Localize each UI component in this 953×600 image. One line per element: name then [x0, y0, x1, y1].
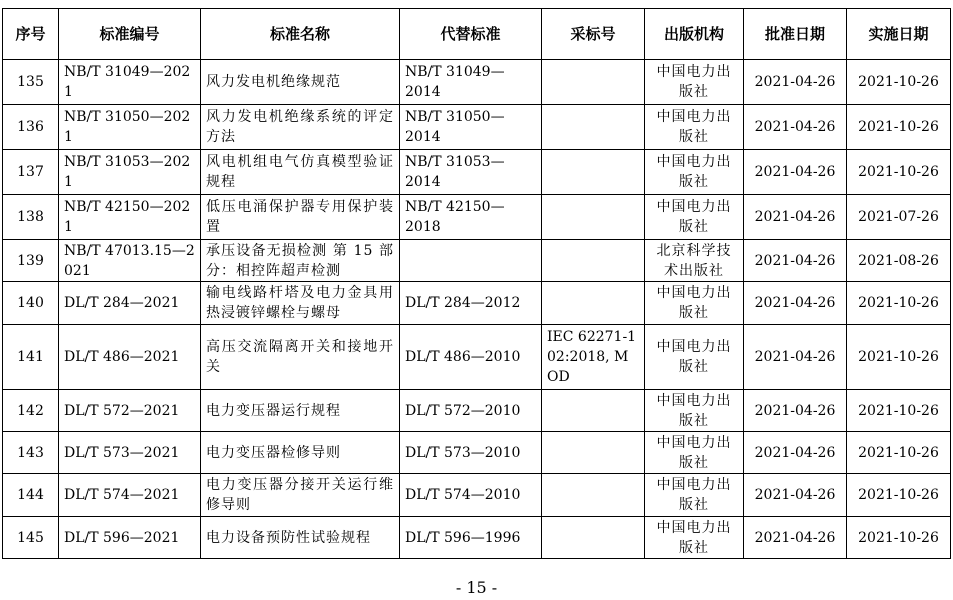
- table-row: [3, 390, 951, 432]
- replaced-standard-cell: NB/T 31050—2014: [400, 105, 542, 150]
- replaced-standard-cell: NB/T 31053—2014: [400, 150, 542, 195]
- publisher-cell: 北京科学技术出版社: [645, 240, 744, 282]
- adopted-standard-cell: IEC 62271-102:2018, MOD: [542, 325, 645, 390]
- publisher-cell: 中国电力出版社: [645, 390, 744, 432]
- publisher-cell: 中国电力出版社: [645, 325, 744, 390]
- effective-date-cell: 2021-10-26: [847, 105, 951, 150]
- effective-date-cell: 2021-10-26: [847, 390, 951, 432]
- row-no-cell: 144: [3, 474, 59, 517]
- effective-date-cell: 2021-10-26: [847, 432, 951, 474]
- effective-date-cell: 2021-10-26: [847, 517, 951, 559]
- table-body: [3, 60, 951, 559]
- standard-name-cell: 承压设备无损检测 第 15 部分：相控阵超声检测: [201, 240, 400, 282]
- row-no-cell: 139: [3, 240, 59, 282]
- table-row: [3, 517, 951, 559]
- replaced-standard-cell: DL/T 573—2010: [400, 432, 542, 474]
- adopted-standard-cell: [542, 240, 645, 282]
- effective-date-cell: 2021-10-26: [847, 150, 951, 195]
- standard-number-cell: DL/T 574—2021: [59, 474, 201, 517]
- header-publisher: 出版机构: [645, 9, 744, 60]
- standard-number-cell: NB/T 31050—2021: [59, 105, 201, 150]
- adopted-standard-cell: [542, 60, 645, 105]
- replaced-standard-cell: NB/T 42150—2018: [400, 195, 542, 240]
- standard-name-cell: 电力变压器运行规程: [201, 390, 400, 432]
- table-row: [3, 150, 951, 195]
- row-no-cell: 136: [3, 105, 59, 150]
- row-no-cell: 140: [3, 282, 59, 325]
- effective-date-cell: 2021-10-26: [847, 474, 951, 517]
- adopted-standard-cell: [542, 517, 645, 559]
- standard-number-cell: DL/T 284—2021: [59, 282, 201, 325]
- header-name: 标准名称: [201, 9, 400, 60]
- row-no-cell: 145: [3, 517, 59, 559]
- standard-name-cell: 电力设备预防性试验规程: [201, 517, 400, 559]
- standards-table: [2, 8, 951, 559]
- approval-date-cell: 2021-04-26: [744, 282, 847, 325]
- replaced-standard-cell: DL/T 574—2010: [400, 474, 542, 517]
- approval-date-cell: 2021-04-26: [744, 325, 847, 390]
- table-row: [3, 474, 951, 517]
- row-no-cell: 137: [3, 150, 59, 195]
- publisher-cell: 中国电力出版社: [645, 60, 744, 105]
- publisher-cell: 中国电力出版社: [645, 150, 744, 195]
- standard-name-cell: 高压交流隔离开关和接地开关: [201, 325, 400, 390]
- approval-date-cell: 2021-04-26: [744, 150, 847, 195]
- effective-date-cell: 2021-08-26: [847, 240, 951, 282]
- publisher-cell: 中国电力出版社: [645, 474, 744, 517]
- standard-number-cell: DL/T 572—2021: [59, 390, 201, 432]
- header-adopted: 采标号: [542, 9, 645, 60]
- header-row: [3, 9, 951, 60]
- standard-name-cell: 风力发电机绝缘规范: [201, 60, 400, 105]
- replaced-standard-cell: DL/T 596—1996: [400, 517, 542, 559]
- publisher-cell: 中国电力出版社: [645, 105, 744, 150]
- header-effective: 实施日期: [847, 9, 951, 60]
- page-number: - 15 -: [455, 578, 498, 597]
- standard-name-cell: 电力变压器分接开关运行维修导则: [201, 474, 400, 517]
- table-row: [3, 432, 951, 474]
- replaced-standard-cell: DL/T 486—2010: [400, 325, 542, 390]
- adopted-standard-cell: [542, 282, 645, 325]
- standard-number-cell: DL/T 573—2021: [59, 432, 201, 474]
- publisher-cell: 中国电力出版社: [645, 195, 744, 240]
- publisher-cell: 中国电力出版社: [645, 432, 744, 474]
- standard-name-cell: 风电机组电气仿真模型验证规程: [201, 150, 400, 195]
- publisher-cell: 中国电力出版社: [645, 517, 744, 559]
- header-approval: 批准日期: [744, 9, 847, 60]
- approval-date-cell: 2021-04-26: [744, 517, 847, 559]
- replaced-standard-cell: DL/T 284—2012: [400, 282, 542, 325]
- effective-date-cell: 2021-10-26: [847, 325, 951, 390]
- adopted-standard-cell: [542, 105, 645, 150]
- table-row: [3, 240, 951, 282]
- approval-date-cell: 2021-04-26: [744, 105, 847, 150]
- standard-name-cell: 低压电涌保护器专用保护装置: [201, 195, 400, 240]
- effective-date-cell: 2021-10-26: [847, 282, 951, 325]
- adopted-standard-cell: [542, 432, 645, 474]
- table-row: [3, 282, 951, 325]
- row-no-cell: 138: [3, 195, 59, 240]
- row-no-cell: 141: [3, 325, 59, 390]
- row-no-cell: 143: [3, 432, 59, 474]
- standard-number-cell: NB/T 31053—2021: [59, 150, 201, 195]
- standard-number-cell: NB/T 31049—2021: [59, 60, 201, 105]
- table-row: [3, 60, 951, 105]
- table-row: [3, 105, 951, 150]
- standard-name-cell: 风力发电机绝缘系统的评定方法: [201, 105, 400, 150]
- approval-date-cell: 2021-04-26: [744, 390, 847, 432]
- header-number: 标准编号: [59, 9, 201, 60]
- replaced-standard-cell: [400, 240, 542, 282]
- approval-date-cell: 2021-04-26: [744, 60, 847, 105]
- row-no-cell: 135: [3, 60, 59, 105]
- header-no: 序号: [3, 9, 59, 60]
- effective-date-cell: 2021-10-26: [847, 60, 951, 105]
- replaced-standard-cell: DL/T 572—2010: [400, 390, 542, 432]
- publisher-cell: 中国电力出版社: [645, 282, 744, 325]
- table-header: [3, 9, 951, 60]
- standard-name-cell: 输电线路杆塔及电力金具用热浸镀锌螺栓与螺母: [201, 282, 400, 325]
- approval-date-cell: 2021-04-26: [744, 195, 847, 240]
- adopted-standard-cell: [542, 390, 645, 432]
- standard-number-cell: DL/T 596—2021: [59, 517, 201, 559]
- adopted-standard-cell: [542, 474, 645, 517]
- row-no-cell: 142: [3, 390, 59, 432]
- adopted-standard-cell: [542, 150, 645, 195]
- header-replaced: 代替标准: [400, 9, 542, 60]
- approval-date-cell: 2021-04-26: [744, 474, 847, 517]
- standard-number-cell: DL/T 486—2021: [59, 325, 201, 390]
- adopted-standard-cell: [542, 195, 645, 240]
- standard-number-cell: NB/T 42150—2021: [59, 195, 201, 240]
- table-row: [3, 325, 951, 390]
- effective-date-cell: 2021-07-26: [847, 195, 951, 240]
- standard-name-cell: 电力变压器检修导则: [201, 432, 400, 474]
- standard-number-cell: NB/T 47013.15—2021: [59, 240, 201, 282]
- approval-date-cell: 2021-04-26: [744, 240, 847, 282]
- table-row: [3, 195, 951, 240]
- replaced-standard-cell: NB/T 31049—2014: [400, 60, 542, 105]
- approval-date-cell: 2021-04-26: [744, 432, 847, 474]
